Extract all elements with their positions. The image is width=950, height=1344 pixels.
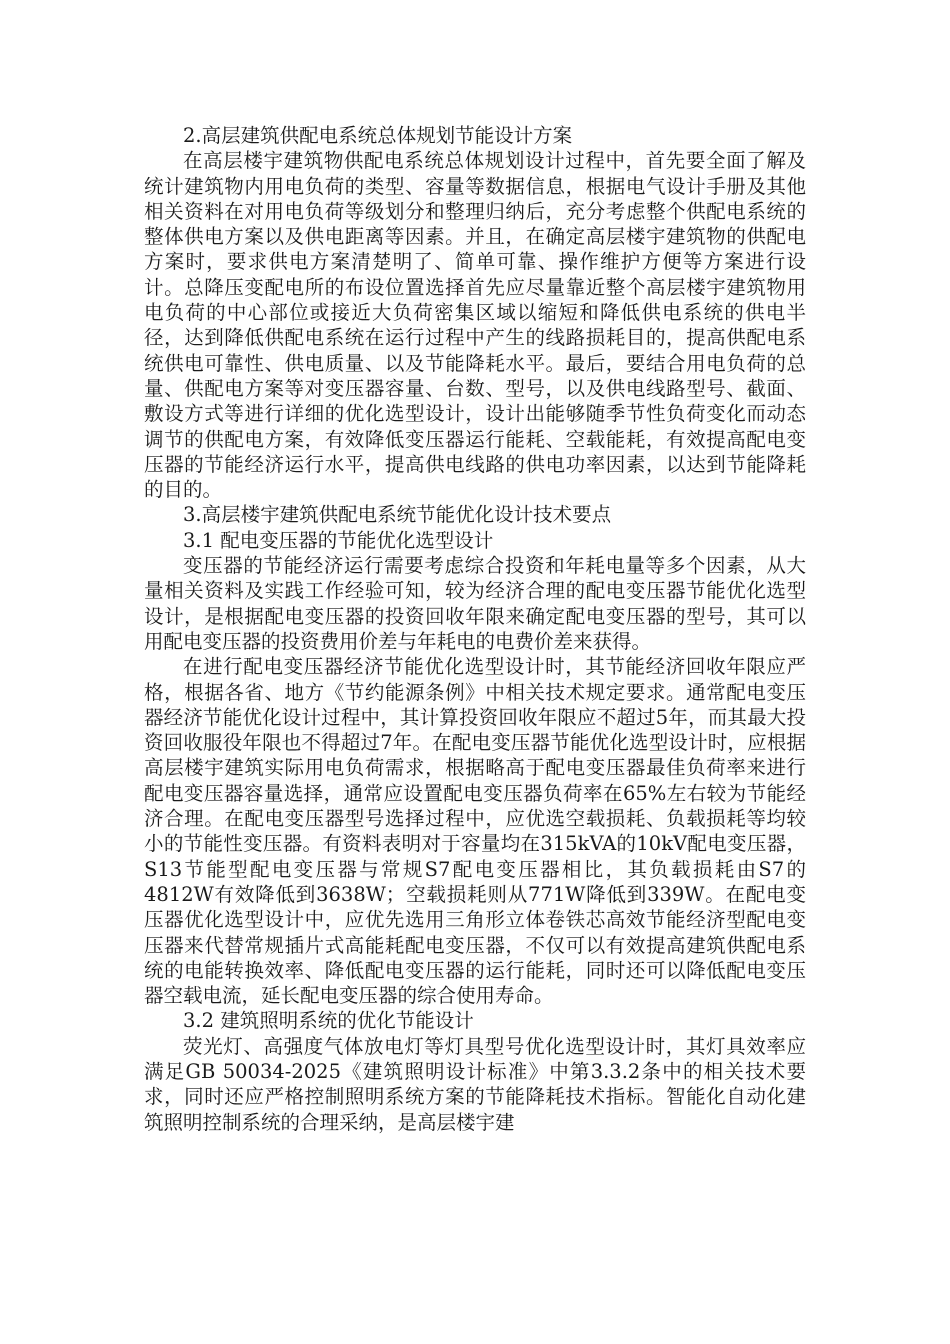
paragraph-transformer-economics: 变压器的节能经济运行需要考虑综合投资和年耗电量等多个因素，从大量相关资料及实践工作经验可知，较为经济合理的配电变压器节能优化选型设计，是根据配电变压器的投资回收年限来确定配电变压器的型号，其可以用配电变压器的投资费用价差与年耗电的电费价差来获得。 — [144, 554, 806, 653]
paragraph-transformer-selection: 在进行配电变压器经济节能优化选型设计时，其节能经济回收年限应严格，根据各省、地方《节约能源条例》中相关技术规定要求。通常配电变压器经济节能优化设计过程中，其计算投资回收年限应不超过5年，而其最大投资回收服役年限也不得超过7年。在配电变压器节能优化选型设计时，应根据高层楼宇建筑实际用电负荷需求，根据略高于配电变压器最佳负荷率来进行配电变压器容量选择，通常应设置配电变压器负荷率在65%左右较为节能经济合理。在配电变压器型号选择过程中，应优选空载损耗、负载损耗等均较小的节能性变压器。有资料表明对于容量均在315kVA的10kV配电变压器，S13节能型配电变压器与常规S7配电变压器相比，其负载损耗由S7的4812W有效降低到3638W；空载损耗则从771W降低到339W。在配电变压器优化选型设计中，应优先选用三角形立体卷铁芯高效节能经济型配电变压器来代替常规插片式高能耗配电变压器，不仅可以有效提高建筑供配电系统的电能转换效率、降低配电变压器的运行能耗，同时还可以降低配电变压器空载电流，延长配电变压器的综合使用寿命。 — [144, 655, 806, 1008]
paragraph-lighting-design: 荧光灯、高强度气体放电灯等灯具型号优化选型设计时，其灯具效率应满足GB 50034-2025《建筑照明设计标准》中第3.3.2条中的相关技术要求，同时还应严格控制照明系统方案的节能降耗技术指标。智能化自动化建筑照明控制系统的合理采纳，是高层楼宇建 — [144, 1034, 806, 1134]
paragraph-overall-planning: 在高层楼宇建筑物供配电系统总体规划设计过程中，首先要全面了解及统计建筑物内用电负荷的类型、容量等数据信息，根据电气设计手册及其他相关资料在对用电负荷等级划分和整理归纳后，充分考虑整个供配电系统的整体供电方案以及供电距离等因素。并且，在确定高层楼宇建筑物的供配电方案时，要求供电方案清楚明了、简单可靠、操作维护方便等方案进行设计。总降压变配电所的布设位置选择首先应尽量靠近整个高层楼宇建筑物用电负荷的中心部位或接近大负荷密集区域以缩短和降低供电系统的供电半径，达到降低供配电系统在运行过程中产生的线路损耗目的，提高供配电系统供电可靠性、供电质量、以及节能降耗水平。最后，要结合用电负荷的总量、供配电方案等对变压器容量、台数、型号，以及供电线路型号、截面、敷设方式等进行详细的优化选型设计，设计出能够随季节性负荷变化而动态调节的供配电方案，有效降低变压器运行能耗、空载能耗，有效提高配电变压器的节能经济运行水平，提高供电线路的供电功率因素，以达到节能降耗的目的。 — [144, 149, 806, 502]
document-body — [144, 123, 806, 1135]
subsection-heading-3-2: 3.2 建筑照明系统的优化节能设计 — [183, 1009, 474, 1033]
subsection-heading-3-1: 3.1 配电变压器的节能优化选型设计 — [183, 528, 494, 552]
section-heading-2: 2.高层建筑供配电系统总体规划节能设计方案 — [183, 124, 573, 147]
section-heading-3: 3.高层楼宇建筑供配电系统节能优化设计技术要点 — [183, 503, 612, 527]
